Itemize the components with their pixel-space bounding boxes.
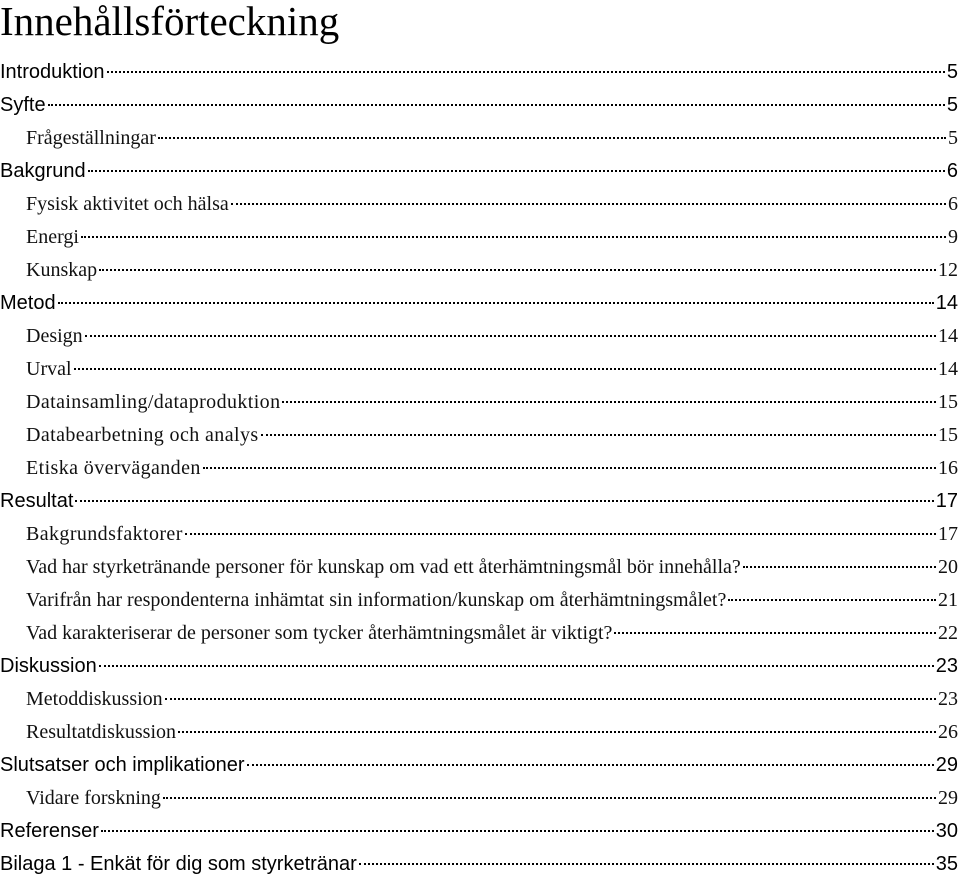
toc-entry-label: Diskussion <box>0 655 97 677</box>
toc-entry-section[interactable] <box>0 551 960 584</box>
dot-leader <box>107 71 945 73</box>
toc-entry-page-number: 14 <box>935 292 958 314</box>
toc-entry-label: Syfte <box>0 94 46 116</box>
toc-entry-page-number: 5 <box>946 94 958 116</box>
toc-entry-section[interactable] <box>0 386 960 419</box>
toc-entry-chapter[interactable] <box>0 848 960 881</box>
toc-entry-chapter[interactable] <box>0 56 960 89</box>
dot-leader <box>247 764 934 766</box>
toc-entry-page-number: 12 <box>938 259 958 281</box>
toc-entry-page-number: 21 <box>938 589 958 611</box>
dot-leader <box>75 500 933 502</box>
toc-entry-label: Energi <box>26 226 79 248</box>
toc-entry-page-number: 6 <box>946 160 958 182</box>
toc-entry-page-number: 16 <box>938 457 958 479</box>
toc-entry-label: Varifrån har respondenterna inhämtat sin information/kunskap om återhämtningsmålet? <box>26 589 727 611</box>
toc-entry-section[interactable] <box>0 518 960 551</box>
toc-entry-page-number: 22 <box>938 622 958 644</box>
toc-entry-label: Metod <box>0 292 56 314</box>
toc-entry-label: Kunskap <box>26 259 98 281</box>
dot-leader <box>58 302 934 304</box>
toc-entry-chapter[interactable] <box>0 287 960 320</box>
dot-leader <box>99 665 934 667</box>
toc-entry-page-number: 29 <box>938 787 958 809</box>
toc-entry-label: Databearbetning och analys <box>26 424 259 446</box>
toc-entry-section[interactable] <box>0 320 960 353</box>
toc-entry-page-number: 29 <box>935 754 958 776</box>
dot-leader <box>261 434 936 436</box>
dot-leader <box>74 368 936 370</box>
toc-entry-page-number: 6 <box>948 193 958 215</box>
toc-entry-section[interactable] <box>0 221 960 254</box>
dot-leader <box>158 137 946 139</box>
toc-list <box>0 56 960 881</box>
toc-heading: Innehållsförteckning <box>0 0 340 44</box>
toc-entry-section[interactable] <box>0 716 960 749</box>
toc-entry-label: Resultatdiskussion <box>26 721 177 743</box>
dot-leader <box>85 335 936 337</box>
dot-leader <box>728 599 936 601</box>
toc-entry-page-number: 17 <box>938 523 958 545</box>
toc-entry-label: Urval <box>26 358 72 380</box>
toc-entry-page-number: 9 <box>948 226 958 248</box>
toc-entry-chapter[interactable] <box>0 155 960 188</box>
toc-entry-label: Introduktion <box>0 61 105 83</box>
toc-entry-page-number: 30 <box>935 820 958 842</box>
dot-leader <box>81 236 946 238</box>
toc-entry-label: Metoddiskussion <box>26 688 163 710</box>
toc-entry-section[interactable] <box>0 782 960 815</box>
toc-entry-label: Frågeställningar <box>26 127 156 149</box>
toc-entry-page-number: 15 <box>938 391 958 413</box>
toc-entry-section[interactable] <box>0 452 960 485</box>
toc-entry-label: Etiska överväganden <box>26 457 201 479</box>
toc-entry-section[interactable] <box>0 254 960 287</box>
dot-leader <box>101 830 934 832</box>
toc-entry-label: Bilaga 1 - Enkät för dig som styrketränar <box>0 853 357 875</box>
toc-entry-label: Slutsatser och implikationer <box>0 754 245 776</box>
toc-entry-label: Referenser <box>0 820 99 842</box>
toc-entry-chapter[interactable] <box>0 815 960 848</box>
dot-leader <box>359 863 934 865</box>
toc-entry-label: Design <box>26 325 83 347</box>
toc-entry-label: Resultat <box>0 490 74 512</box>
toc-entry-page-number: 20 <box>938 556 958 578</box>
toc-entry-section[interactable] <box>0 617 960 650</box>
toc-entry-page-number: 23 <box>935 655 958 677</box>
toc-entry-section[interactable] <box>0 419 960 452</box>
dot-leader <box>282 401 936 403</box>
dot-leader <box>88 170 945 172</box>
toc-entry-label: Vidare forskning <box>26 787 161 809</box>
toc-entry-section[interactable] <box>0 188 960 221</box>
toc-entry-page-number: 15 <box>938 424 958 446</box>
toc-entry-section[interactable] <box>0 584 960 617</box>
toc-entry-page-number: 35 <box>935 853 958 875</box>
dot-leader <box>48 104 945 106</box>
dot-leader <box>163 797 936 799</box>
toc-entry-page-number: 5 <box>948 127 958 149</box>
toc-entry-page-number: 26 <box>938 721 958 743</box>
dot-leader <box>165 698 936 700</box>
toc-entry-page-number: 23 <box>938 688 958 710</box>
dot-leader <box>203 467 936 469</box>
toc-entry-chapter[interactable] <box>0 89 960 122</box>
toc-entry-label: Fysisk aktivitet och hälsa <box>26 193 229 215</box>
dot-leader <box>178 731 936 733</box>
toc-entry-label: Datainsamling/dataproduktion <box>26 391 281 413</box>
dot-leader <box>99 269 936 271</box>
toc-entry-chapter[interactable] <box>0 749 960 782</box>
toc-entry-page-number: 14 <box>938 325 958 347</box>
dot-leader <box>185 533 936 535</box>
toc-entry-chapter[interactable] <box>0 485 960 518</box>
toc-entry-label: Bakgrund <box>0 160 86 182</box>
toc-entry-label: Vad har styrketränande personer för kunskap om vad ett återhämtningsmål bör innehålla? <box>26 556 741 578</box>
dot-leader <box>743 566 936 568</box>
toc-entry-page-number: 14 <box>938 358 958 380</box>
dot-leader <box>231 203 946 205</box>
dot-leader <box>614 632 936 634</box>
toc-entry-page-number: 17 <box>935 490 958 512</box>
toc-entry-chapter[interactable] <box>0 650 960 683</box>
toc-entry-section[interactable] <box>0 353 960 386</box>
toc-entry-label: Bakgrundsfaktorer <box>26 523 183 545</box>
toc-entry-label: Vad karakteriserar de personer som tycker återhämtningsmålet är viktigt? <box>26 622 613 644</box>
toc-entry-section[interactable] <box>0 683 960 716</box>
toc-entry-section[interactable] <box>0 122 960 155</box>
toc-entry-page-number: 5 <box>946 61 958 83</box>
